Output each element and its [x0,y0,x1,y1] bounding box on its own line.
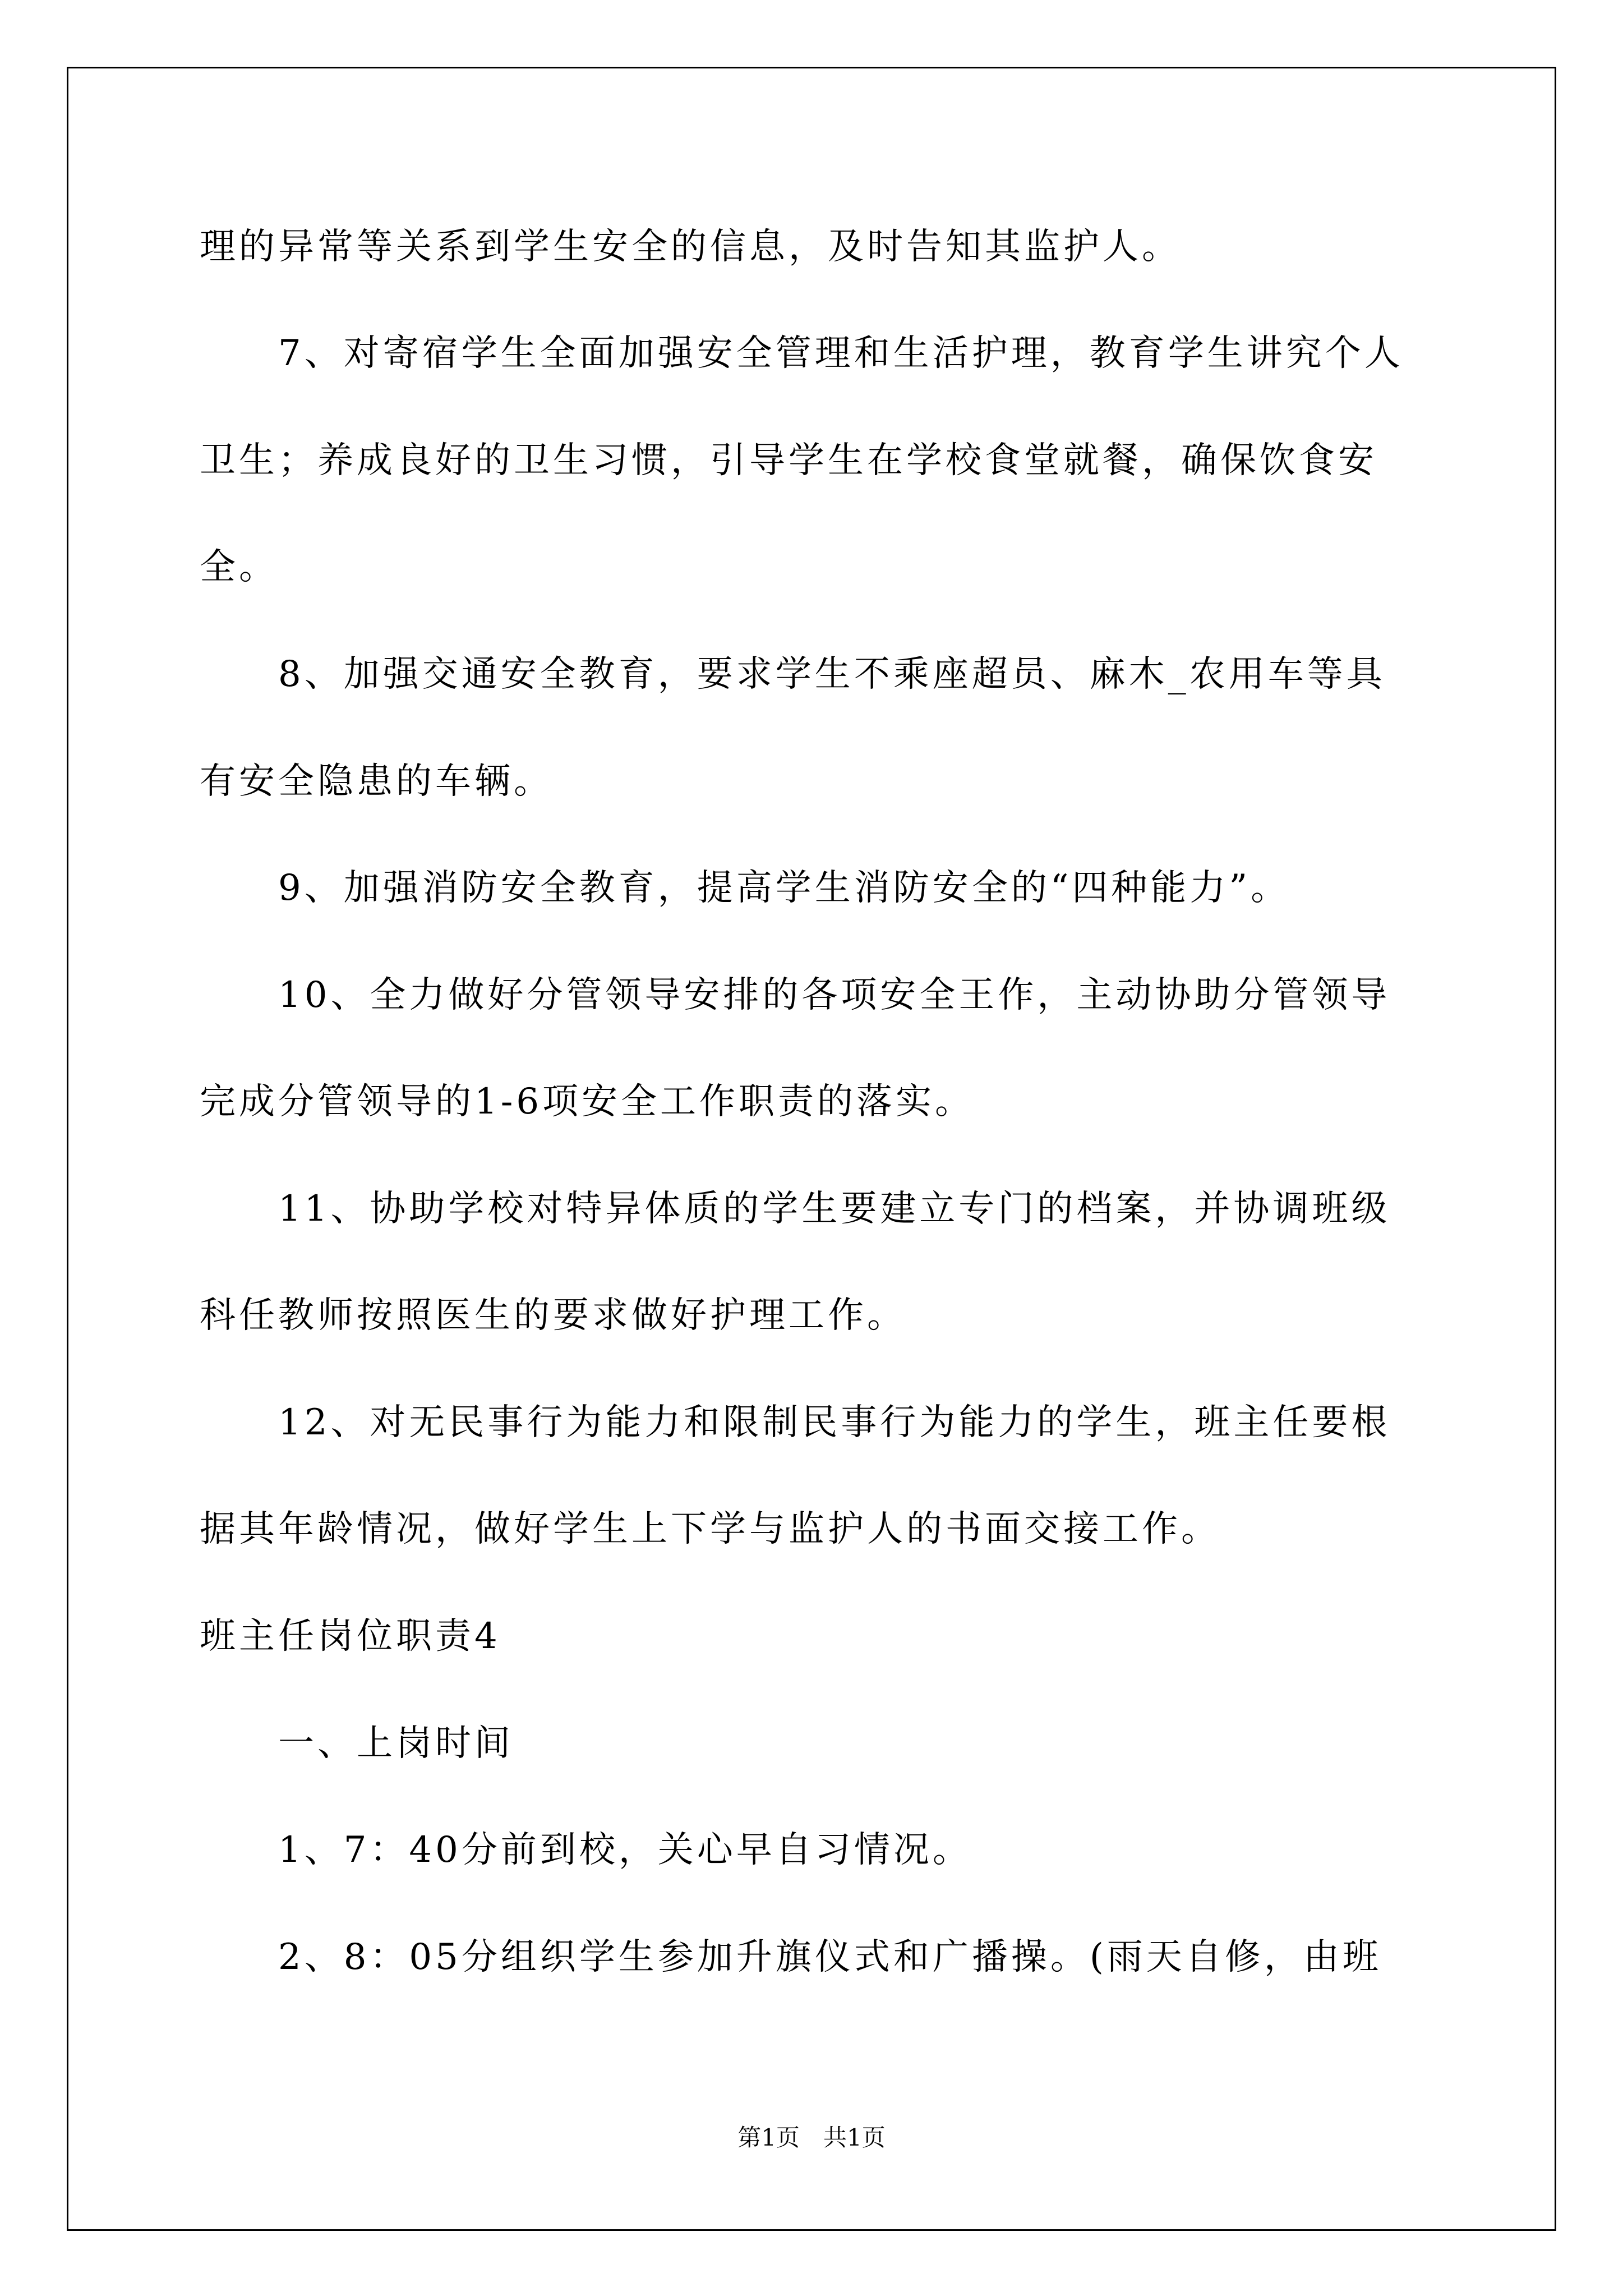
text-line: 9、加强消防安全教育，提高学生消防安全的“四种能力”。 [278,867,1290,909]
text-line: 1、7：40分前到校，关心早自习情况。 [278,1829,972,1871]
text-line: 7、对寄宿学生全面加强安全管理和生活护理，教育学生讲究个人 [278,333,1404,374]
page-footer: 第1页 共1页 [737,2124,886,2151]
subsection-heading: 一、上岗时间 [278,1723,514,1764]
text-line: 有安全隐患的车辆。 [200,761,553,802]
text-line: 2、8：05分组织学生参加升旗仪式和广播操。(雨天自修，由班 [278,1936,1382,1978]
text-line: 卫生；养成良好的卫生习惯，引导学生在学校食堂就餐，确保饮食安 [200,440,1377,481]
text-line: 11、协助学校对特异体质的学生要建立专门的档案，并协调班级 [278,1188,1391,1230]
text-line: 10、全力做好分管领导安排的各项安全王作，主动协助分管领导 [278,974,1391,1016]
text-line: 据其年龄情况，做好学生上下学与监护人的书面交接工作。 [200,1508,1220,1550]
text-line: 8、加强交通安全教育，要求学生不乘座超员、麻木_农用车等具 [278,654,1386,695]
text-line: 理的异常等关系到学生安全的信息，及时告知其监护人。 [200,226,1181,268]
text-line: 科任教师按照医生的要求做好护理工作。 [200,1295,906,1336]
text-line: 全。 [200,546,278,588]
section-heading: 班主任岗位职责4 [200,1616,501,1657]
text-line: 完成分管领导的1-6项安全工作职责的落实。 [200,1081,975,1122]
text-line: 12、对无民事行为能力和限制民事行为能力的学生，班主任要根 [278,1402,1391,1443]
page-border [67,67,1556,2231]
